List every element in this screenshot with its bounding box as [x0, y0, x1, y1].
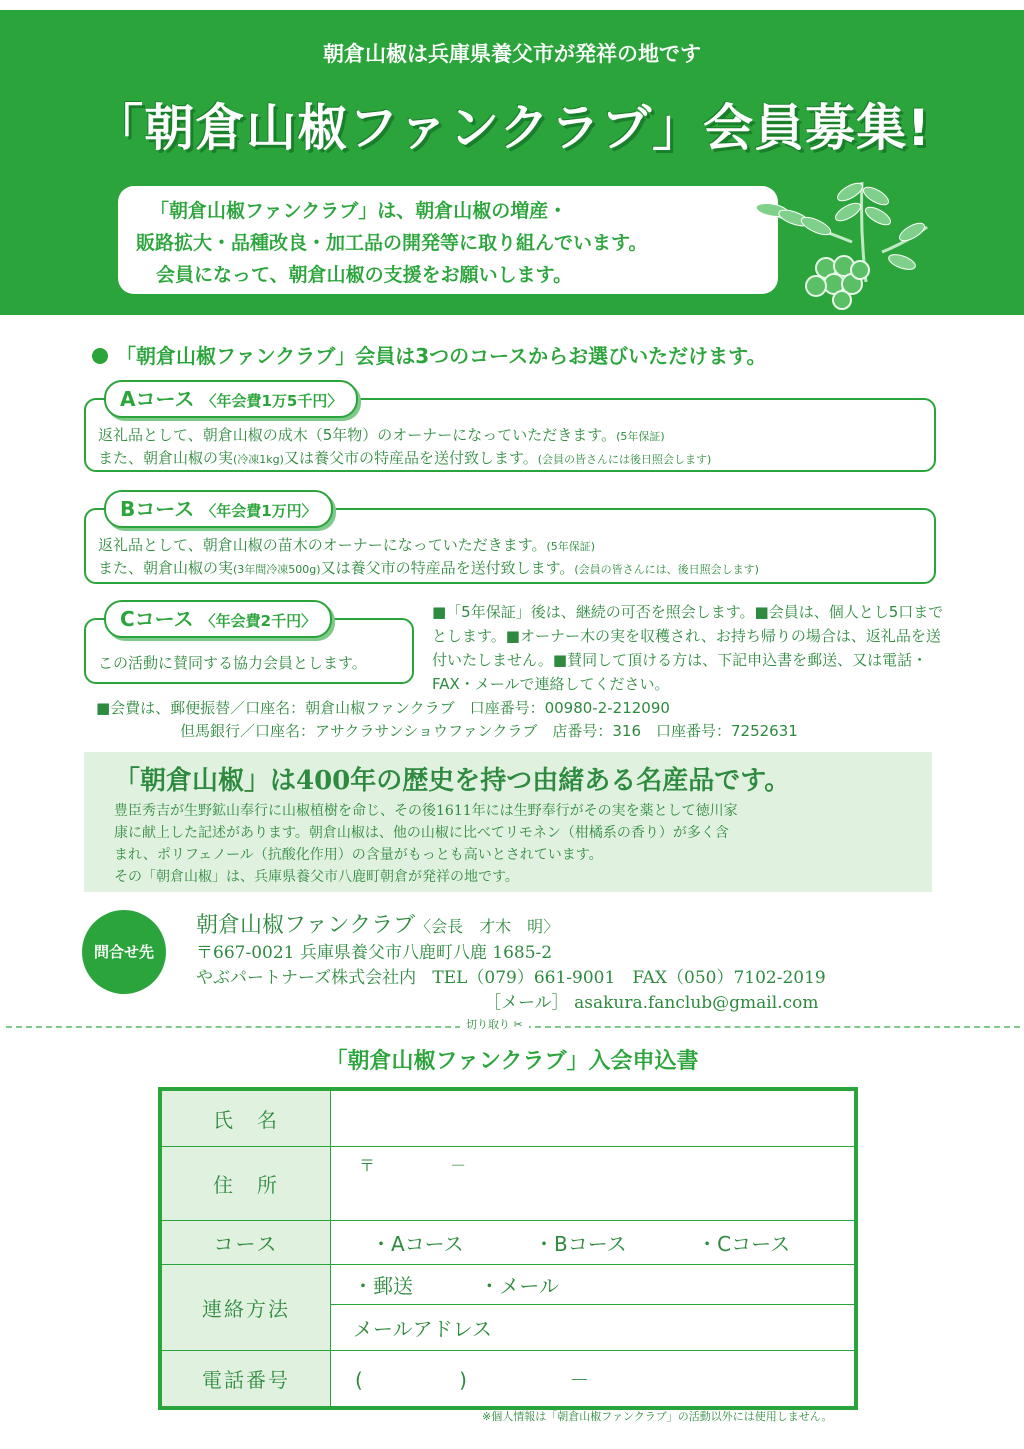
application-form [158, 1087, 858, 1410]
contact-mail: ［メール］ asakura.fanclub@gmail.com [484, 993, 819, 1013]
option-course-c[interactable]: ・Cコース [697, 1232, 791, 1256]
contact-method-options [331, 1265, 855, 1305]
tagline: 朝倉山椒は兵庫県養父市が発祥の地です [323, 42, 701, 66]
payment-postal: ■会費は、郵便振替／口座名：朝倉山椒ファンクラブ 口座番号：00980-2-212090 [96, 699, 670, 717]
cut-label: 切り取り ✂ [460, 1016, 529, 1032]
intro-line: 販路拡大・品種改良・加工品の開発等に取り組んでいます。 [136, 232, 648, 254]
course-intro: 「朝倉山椒ファンクラブ」会員は3つのコースからお選びいただけます。 [92, 340, 767, 369]
address-field[interactable] [331, 1147, 855, 1221]
course-options [331, 1221, 855, 1265]
course-a-line1: 返礼品として、朝倉山椒の成木（5年物）のオーナーになっていただきます。(5年保証) [98, 426, 665, 444]
course-label: コース [162, 1221, 331, 1265]
course-a-line2: また、朝倉山椒の実(冷凍1kg)又は養父市の特産品を送付致します。(会員の皆さんには後日照会します) [98, 449, 712, 467]
contact-address: 〒667-0021 兵庫県養父市八鹿町八鹿 1685-2 [196, 943, 553, 963]
contact-email-link[interactable]: asakura.fanclub@gmail.com [574, 993, 819, 1013]
history-line: まれ、ポリフェノール（抗酸化作用）の含量がもっとも高いとされています。 [114, 847, 603, 863]
address-label: 住 所 [162, 1147, 331, 1221]
contact-badge: 問合せ先 [82, 910, 166, 994]
postal-mark: 〒 [359, 1156, 376, 1175]
option-course-b[interactable]: ・Bコース [534, 1232, 627, 1256]
course-c-line1: この活動に賛同する協力会員とします。 [98, 654, 367, 672]
contact-org: 朝倉山椒ファンクラブ〈会長 才木 明〉 [196, 913, 560, 938]
course-b-tab: Bコース 〈年会費1万円〉 [104, 490, 333, 528]
email-label: メールアドレス [353, 1317, 492, 1341]
option-course-a[interactable]: ・Aコース [371, 1232, 464, 1256]
intro-line: 会員になって、朝倉山椒の支援をお願いします。 [156, 264, 573, 286]
course-b-line2: また、朝倉山椒の実(3年間冷凍500g)又は養父市の特産品を送付致します。(会員の皆さんには、後日照会します) [98, 559, 759, 577]
form-title: 「朝倉山椒ファンクラブ」入会申込書 [325, 1049, 699, 1074]
name-field[interactable] [331, 1091, 855, 1147]
postal-dash: － [450, 1156, 467, 1175]
course-c-tab: Cコース 〈年会費2千円〉 [104, 600, 332, 638]
payment-bank: 但馬銀行／口座名：アサクラサンショウファンクラブ 店番号：316 口座番号：7252631 [180, 722, 798, 740]
bullet-dot-icon [92, 348, 108, 364]
contact-method-label: 連絡方法 [162, 1265, 331, 1351]
phone-dash: － [569, 1368, 590, 1392]
name-label: 氏 名 [162, 1091, 331, 1147]
history-line: その「朝倉山椒」は、兵庫県養父市八鹿町朝倉が発祥の地です。 [114, 869, 519, 885]
option-mail[interactable]: ・メール [479, 1274, 559, 1298]
history-line: 豊臣秀吉が生野鉱山奉行に山椒植樹を命じ、その後1611年には生野奉行がその実を薬として徳川家 [114, 803, 738, 819]
history-title: 「朝倉山椒」は400年の歴史を持つ由緒ある名産品です。 [114, 766, 791, 796]
history-line: 康に献上した記述があります。朝倉山椒は、他の山椒に比べてリモネン（柑橘系の香り）が多く含 [114, 825, 729, 841]
email-field[interactable] [331, 1305, 855, 1351]
privacy-note: ※個人情報は「朝倉山椒ファンクラブ」の活動以外には使用しません。 [482, 1410, 833, 1423]
intro-box [118, 186, 778, 294]
option-post[interactable]: ・郵送 [353, 1274, 413, 1298]
contact-company-tel: やぶパートナーズ株式会社内 TEL（079）661-9001 FAX（050）7102-2019 [196, 968, 826, 988]
phone-field[interactable] [331, 1351, 855, 1407]
phone-open: ( [355, 1368, 363, 1392]
intro-line: 「朝倉山椒ファンクラブ」は、朝倉山椒の増産・ [150, 200, 568, 222]
phone-label: 電話番号 [162, 1351, 331, 1407]
page-title: 「朝倉山椒ファンクラブ」会員募集! [93, 99, 931, 157]
course-notes: ■「5年保証」後は、継続の可否を照会します。■会員は、個人とし5口までとします。■オーナー木の実を収穫され、お持ち帰りの場合は、返礼品を送付いたしません。■賛同して頂ける方は、下記申込書を郵送、又は電話・FAX・メールで連絡してください。 [432, 603, 944, 693]
course-a-tab: Aコース 〈年会費1万5千円〉 [104, 380, 358, 418]
course-b-line1: 返礼品として、朝倉山椒の苗木のオーナーになっていただきます。(5年保証) [98, 536, 596, 554]
sansho-leaf-icon [742, 172, 932, 312]
phone-close: ) [459, 1368, 467, 1392]
